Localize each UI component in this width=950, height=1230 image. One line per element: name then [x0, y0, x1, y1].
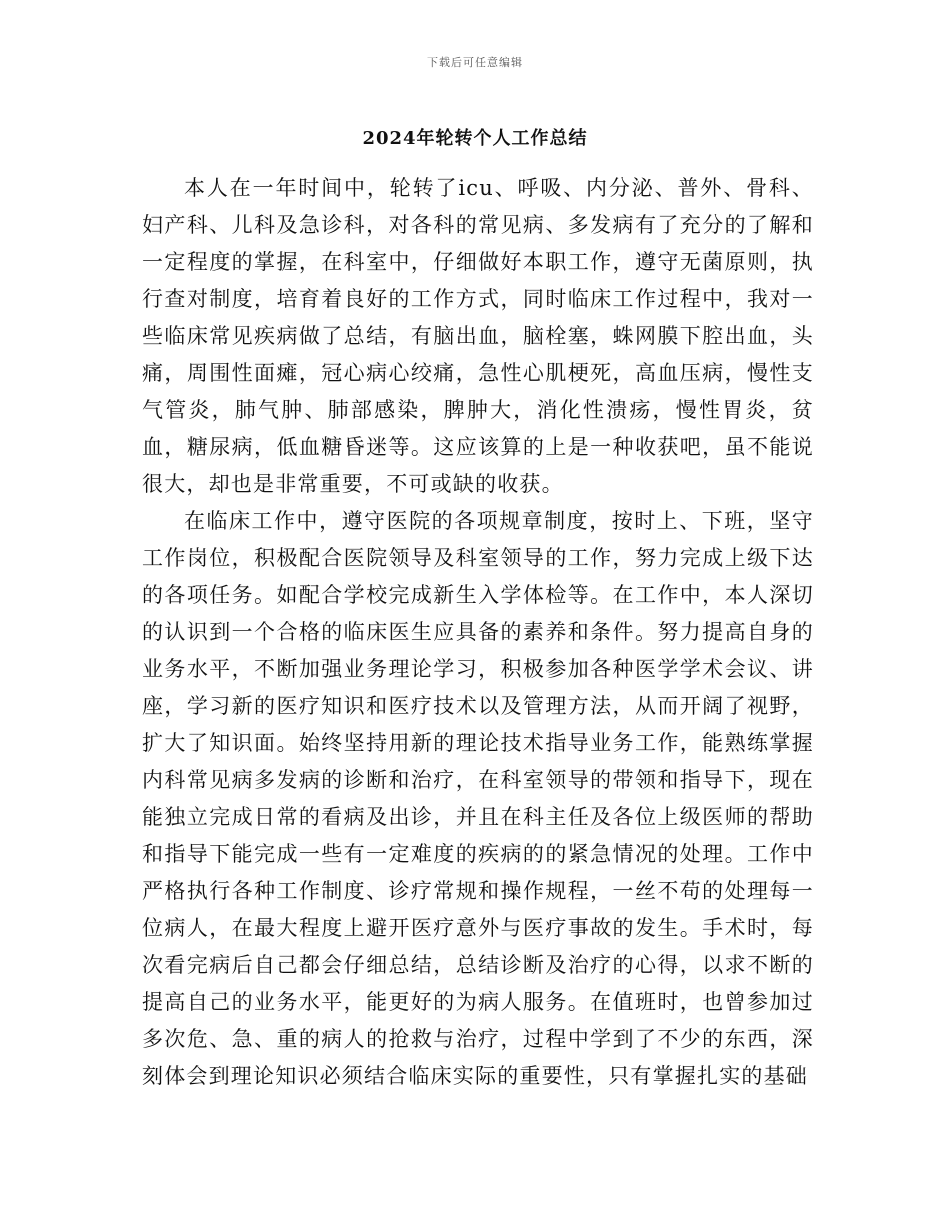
- paragraph-clinical-work: 在临床工作中，遵守医院的各项规章制度，按时上、下班，坚守工作岗位，积极配合医院领导及科室领导的工作，努力完成上级下达的各项任务。如配合学校完成新生入学体检等。在工作中，本人深切的认识到一个合格的临床医生应具备的素养和条件。努力提高自身的业务水平，不断加强业务理论学习，积极参加各种医学学术会议、讲座，学习新的医疗知识和医疗技术以及管理方法，从而开阔了视野，扩大了知识面。始终坚持用新的理论技术指导业务工作，能熟练掌握内科常见病多发病的诊断和治疗，在科室领导的带领和指导下，现在能独立完成日常的看病及出诊，并且在科主任及各位上级医师的帮助和指导下能完成一些有一定难度的疾病的的紧急情况的处理。工作中严格执行各种工作制度、诊疗常规和操作规程，一丝不苟的处理每一位病人，在最大程度上避开医疗意外与医疗事故的发生。手术时，每次看完病后自己都会仔细总结，总结诊断及治疗的心得，以求不断的提高自己的业务水平，能更好的为病人服务。在值班时，也曾参加过多次危、急、重的病人的抢救与治疗，过程中学到了不少的东西，深刻体会到理论知识必须结合临床实际的重要性，只有掌握扎实的基础: [142, 509, 814, 1088]
- paragraph-rotation-summary: 本人在一年时间中，轮转了icu、呼吸、内分泌、普外、骨科、妇产科、儿科及急诊科，对各科的常见病、多发病有了充分的了解和一定程度的掌握，在科室中，仔细做好本职工作，遵守无菌原则，执行查对制度，培育着良好的工作方式，同时临床工作过程中，我对一些临床常见疾病做了总结，有脑出血，脑栓塞，蛛网膜下腔出血，头痛，周围性面瘫，冠心病心绞痛，急性心肌梗死，高血压病，慢性支气管炎，肺气肿、肺部感染，脾肿大，消化性溃疡，慢性胃炎，贫血，糖尿病，低血糖昏迷等。这应该算的上是一种收获吧，虽不能说很大，却也是非常重要，不可或缺的收获。: [142, 176, 814, 496]
- header-note: 下载后可任意编辑: [427, 56, 523, 69]
- document-title: 2024年轮转个人工作总结: [362, 128, 588, 149]
- document-body: [142, 170, 814, 1095]
